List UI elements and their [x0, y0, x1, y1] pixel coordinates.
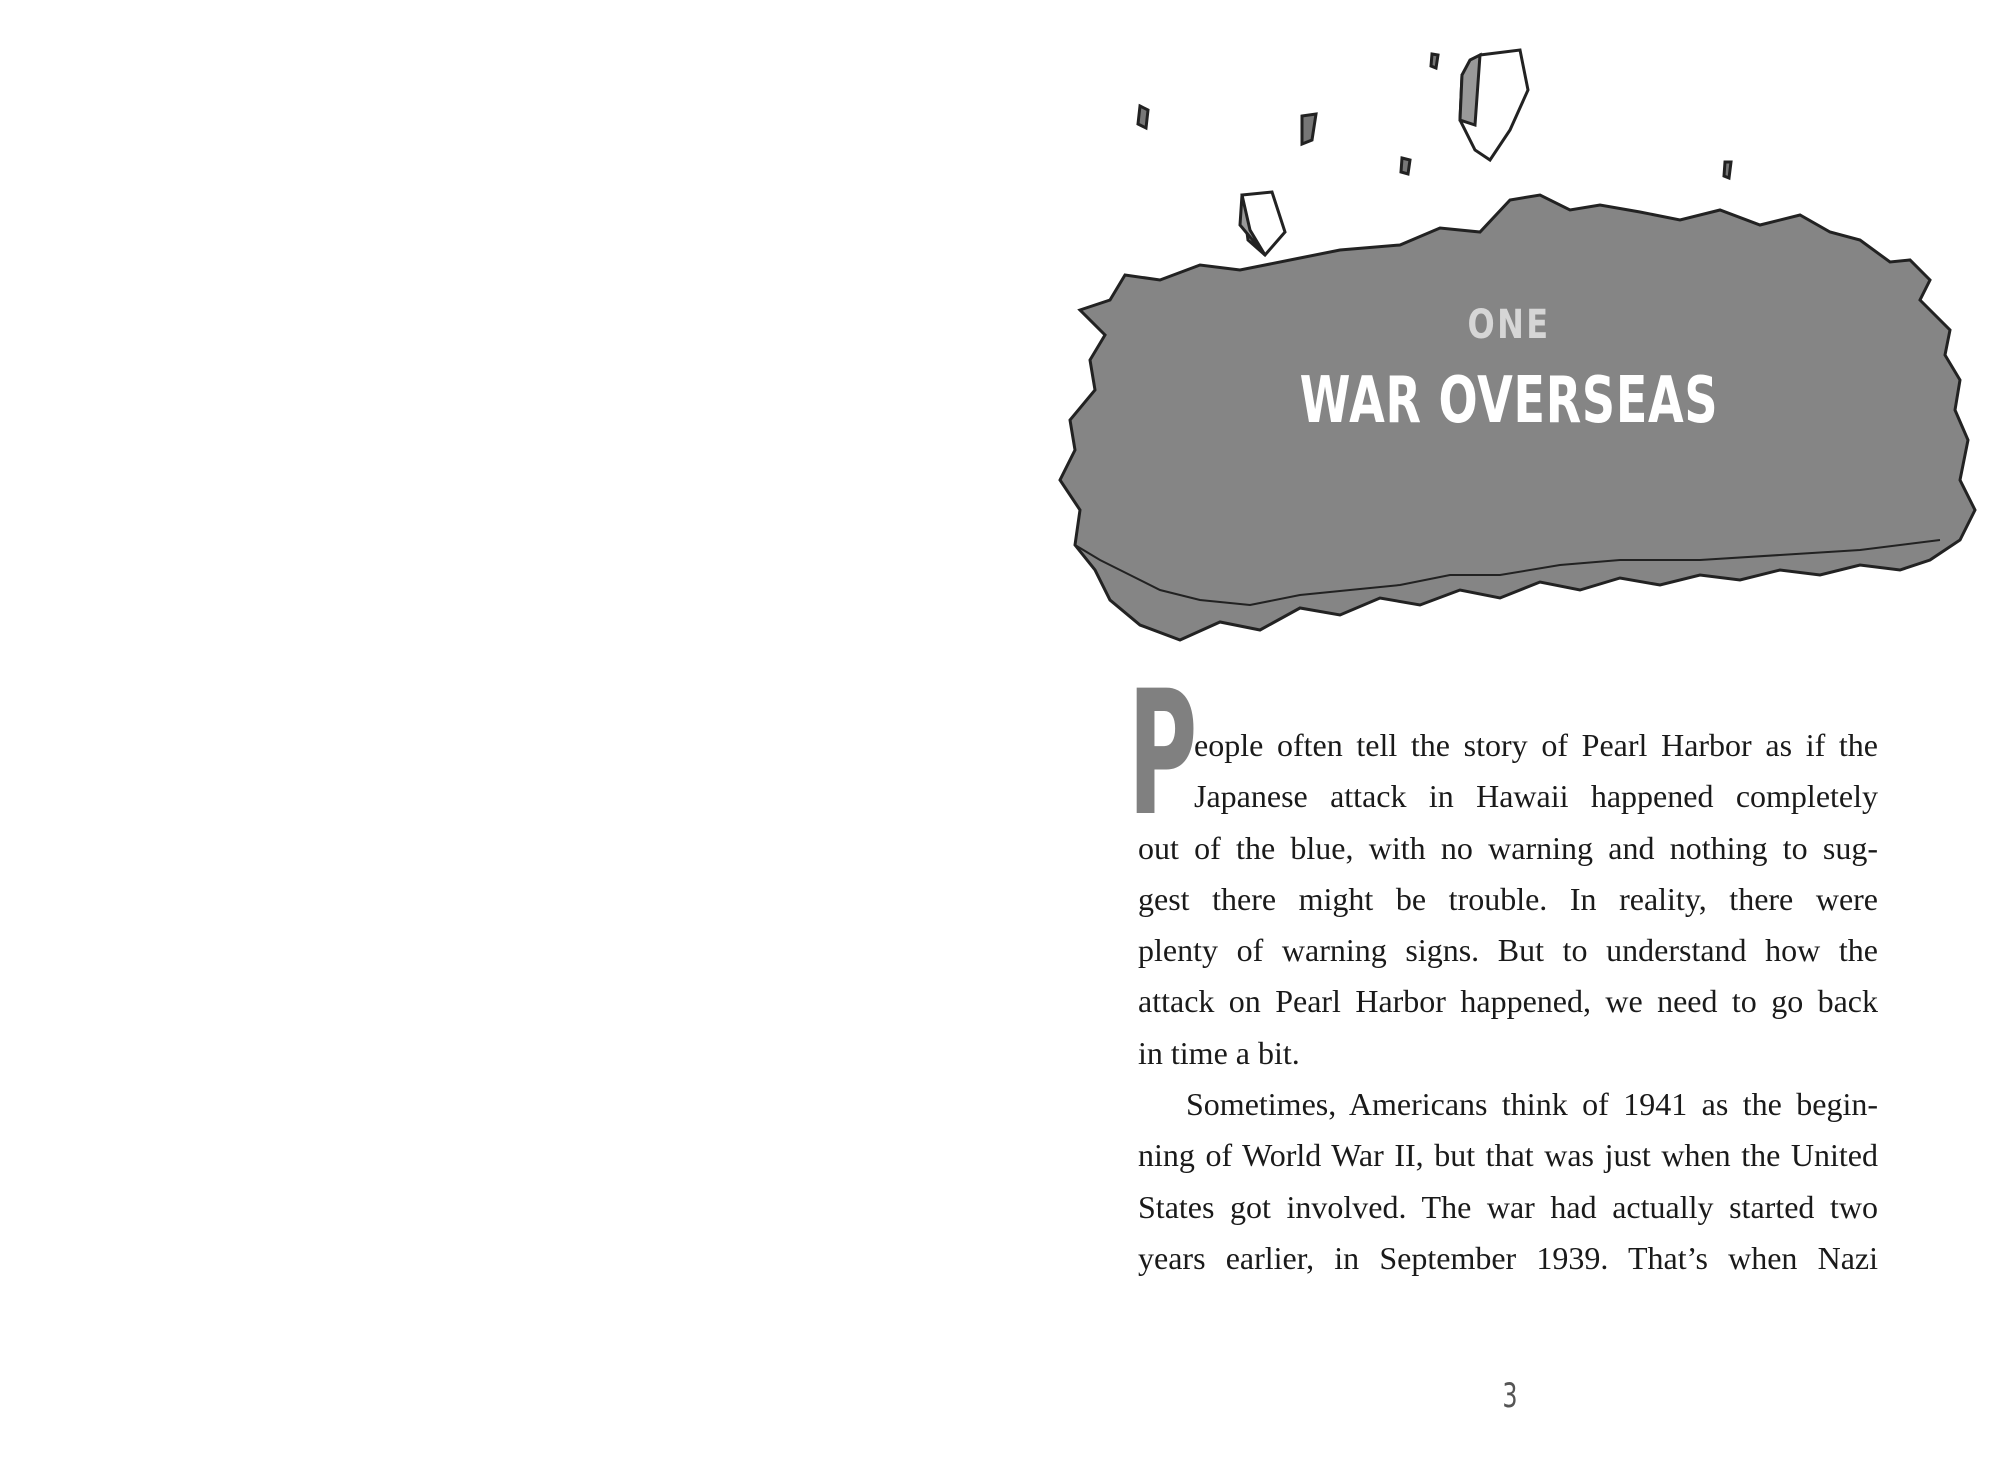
page-number: 3: [1502, 1376, 1518, 1416]
text-line: eople often tell the story of Pearl Harbor as if the: [1194, 727, 1878, 763]
text-line: ning of World War II, but that was just when the United: [1138, 1137, 1878, 1174]
rock-fragment: [1724, 162, 1731, 178]
text-line: Sometimes, Americans think of 1941 as the begin-: [1186, 1086, 1878, 1123]
text-line: attack on Pearl Harbor happened, we need to go back: [1138, 983, 1878, 1020]
rock-fragment: [1431, 54, 1438, 68]
rock-fragment: [1401, 158, 1410, 174]
text-line: States got involved. The war had actually started two: [1138, 1188, 1878, 1225]
text-line: Japanese attack in Hawaii happened completely: [1194, 778, 1878, 815]
text-line: out of the blue, with no warning and nothing to sug-: [1138, 829, 1878, 866]
chapter-number: ONE: [1467, 302, 1551, 348]
text-line: years earlier, in September 1939. That’s when Nazi: [1138, 1239, 1878, 1276]
body-text: [1138, 720, 1878, 1284]
text-line: gest there might be trouble. In reality, there were: [1138, 880, 1878, 917]
text-line: in time a bit.: [1138, 1034, 1300, 1071]
rock-fragment: [1302, 114, 1316, 144]
text-line: plenty of warning signs. But to understand how the: [1138, 932, 1878, 969]
rock-fragment: [1138, 106, 1148, 128]
drop-cap: P: [1128, 653, 1198, 854]
chapter-title: WAR OVERSEAS: [1299, 364, 1719, 438]
